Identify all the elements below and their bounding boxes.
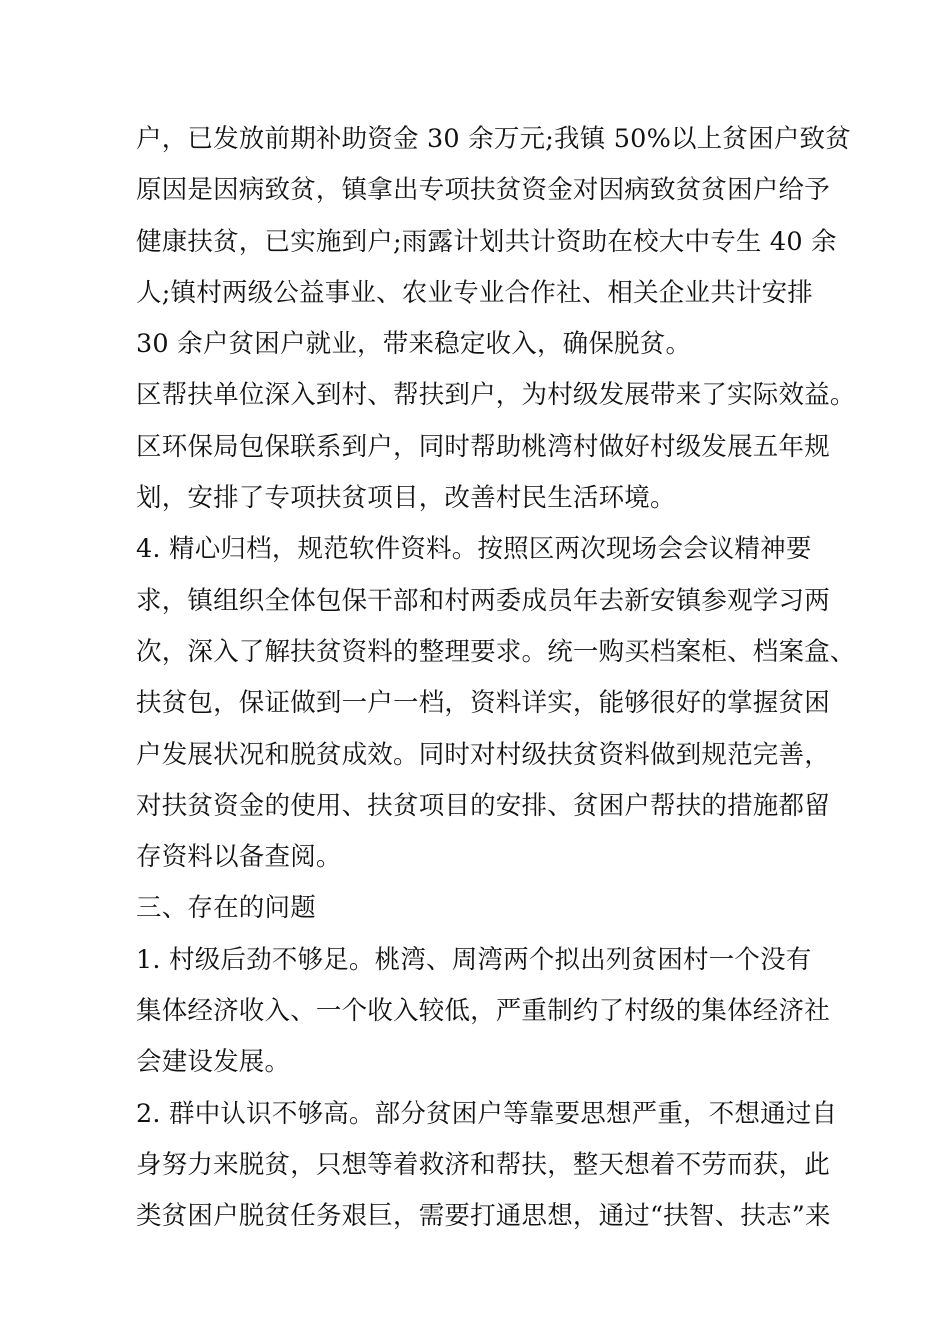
text-line: 30 余户贫困户就业，带来稳定收入，确保脱贫。 bbox=[136, 329, 692, 360]
text-line: 求，镇组织全体包保干部和村两委成员年去新安镇参观学习两 bbox=[136, 585, 830, 616]
section-heading: 三、存在的问题 bbox=[136, 893, 316, 924]
text-line: 原因是因病致贫，镇拿出专项扶贫资金对因病致贫贫困户给予 bbox=[136, 175, 830, 206]
document-body bbox=[136, 114, 856, 1243]
text-line: 健康扶贫，已实施到户;雨露计划共计资助在校大中专生 40 余 bbox=[136, 226, 837, 257]
text-line: 存资料以备查阅。 bbox=[136, 842, 342, 873]
text-line: 户，已发放前期补助资金 30 余万元;我镇 50%以上贫困户致贫 bbox=[136, 124, 851, 154]
text-line: 类贫困户脱贫任务艰巨，需要打通思想，通过“扶智、扶志”来 bbox=[136, 1201, 831, 1232]
text-line: 次，深入了解扶贫资料的整理要求。统一购买档案柜、档案盒、 bbox=[136, 636, 856, 667]
text-line: 对扶贫资金的使用、扶贫项目的安排、贫困户帮扶的措施都留 bbox=[136, 790, 830, 821]
text-line: 划，安排了专项扶贫项目，改善村民生活环境。 bbox=[136, 483, 676, 514]
text-line: 户发展状况和脱贫成效。同时对村级扶贫资料做到规范完善， bbox=[136, 739, 830, 770]
text-line: 区帮扶单位深入到村、帮扶到户，为村级发展带来了实际效益。 bbox=[136, 380, 856, 411]
text-line: 人;镇村两级公益事业、农业专业合作社、相关企业共计安排 bbox=[136, 277, 813, 308]
text-line: 身努力来脱贫，只想等着救济和帮扶，整天想着不劳而获，此 bbox=[136, 1149, 830, 1180]
text-line: 会建设发展。 bbox=[136, 1047, 291, 1078]
text-line: 2. 群中认识不够高。部分贫困户等靠要思想严重，不想通过自 bbox=[136, 1098, 838, 1129]
text-line: 区环保局包保联系到户，同时帮助桃湾村做好村级发展五年规 bbox=[136, 431, 830, 462]
text-line: 1. 村级后劲不够足。桃湾、周湾两个拟出列贫困村一个没有 bbox=[136, 944, 812, 975]
text-line: 4. 精心归档，规范软件资料。按照区两次现场会会议精神要 bbox=[136, 534, 812, 565]
text-line: 集体经济收入、一个收入较低，严重制约了村级的集体经济社 bbox=[136, 996, 830, 1027]
text-line: 扶贫包，保证做到一户一档，资料详实，能够很好的掌握贫困 bbox=[136, 688, 830, 719]
